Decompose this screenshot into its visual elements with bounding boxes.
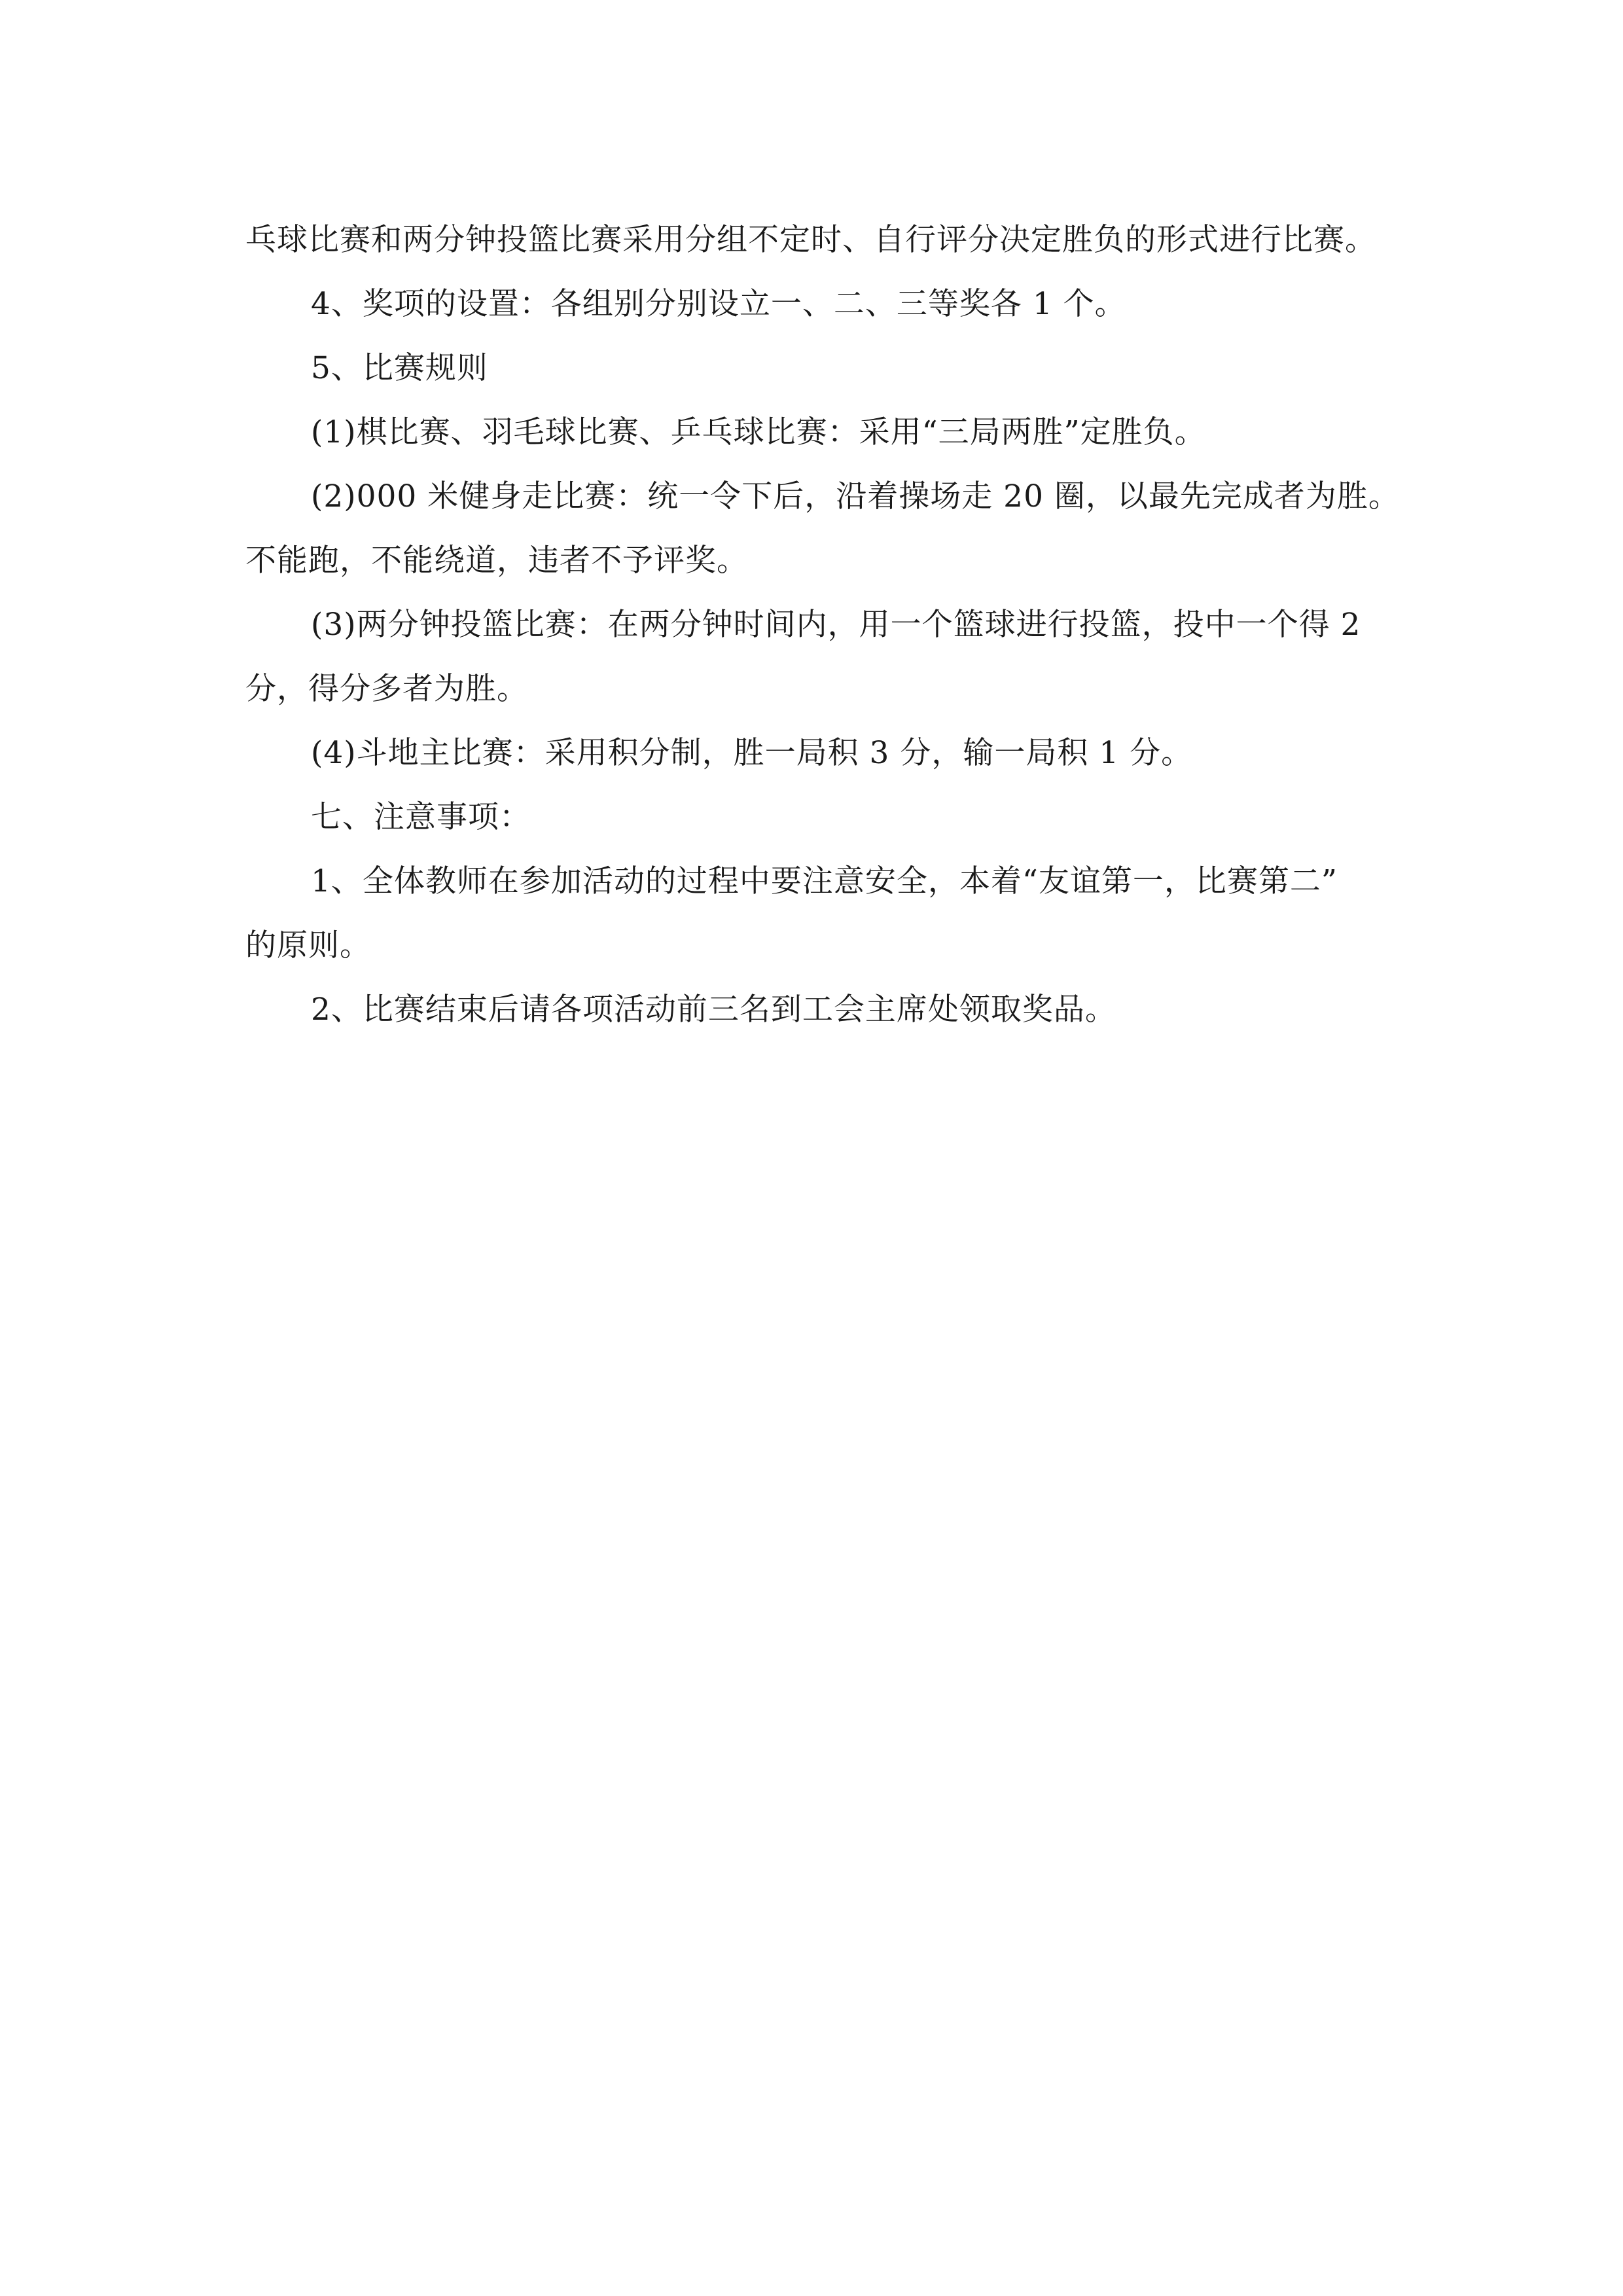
section-heading: 5、比赛规则 (311, 350, 488, 386)
paragraph-line: 2、比赛结束后请各项活动前三名到工会主席处领取奖品。 (311, 992, 1116, 1028)
paragraph-line: (2)000 米健身走比赛：统一令下后，沿着操场走 20 圈，以最先完成者为胜。 (311, 478, 1400, 514)
paragraph-line: 分，得分多者为胜。 (245, 671, 528, 707)
paragraph-line: 的原则。 (245, 927, 371, 963)
document-body (245, 208, 1400, 1042)
paragraph-line: 乓球比赛和两分钟投篮比赛采用分组不定时、自行评分决定胜负的形式进行比赛。 (245, 222, 1376, 258)
paragraph-line: (3)两分钟投篮比赛：在两分钟时间内，用一个篮球进行投篮，投中一个得 2 (311, 607, 1361, 643)
paragraph-line: 不能跑，不能绕道，违者不予评奖。 (245, 543, 748, 579)
paragraph-line: 1、全体教师在参加活动的过程中要注意安全，本着“友谊第一，比赛第二” (311, 863, 1338, 899)
paragraph-line: (4)斗地主比赛：采用积分制，胜一局积 3 分，输一局积 1 分。 (311, 735, 1193, 771)
paragraph-line: (1)棋比赛、羽毛球比赛、乒乓球比赛：采用“三局两胜”定胜负。 (311, 414, 1206, 450)
paragraph-line: 4、奖项的设置：各组别分别设立一、二、三等奖各 1 个。 (311, 286, 1126, 322)
section-heading: 七、注意事项： (311, 799, 531, 835)
